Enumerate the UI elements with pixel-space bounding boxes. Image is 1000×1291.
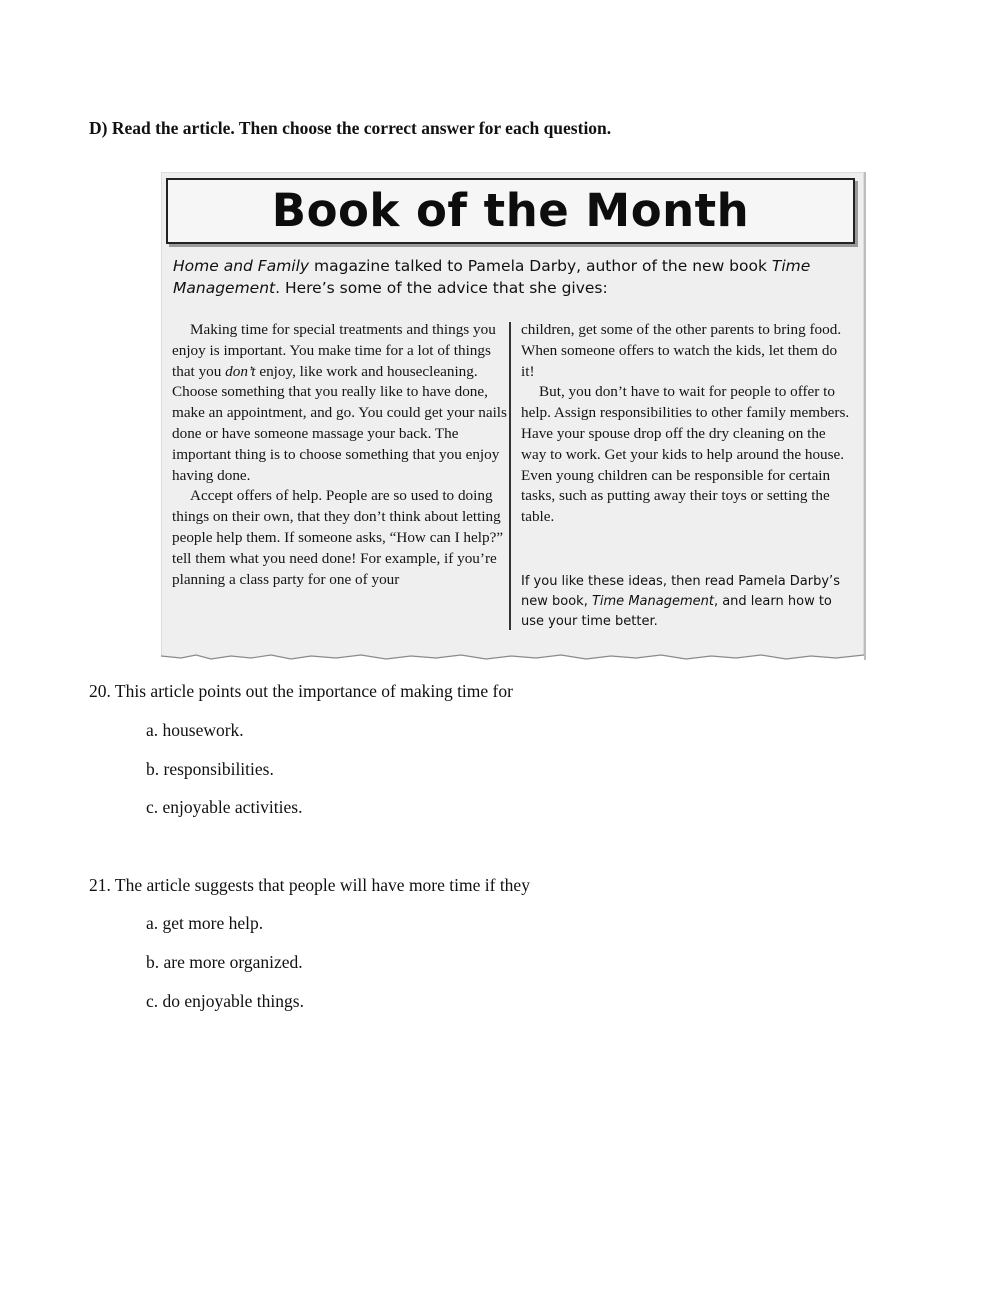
left-p1-emphasis: don’t bbox=[225, 362, 256, 380]
article-clipping bbox=[161, 172, 866, 660]
left-paragraph-1 bbox=[172, 320, 507, 486]
instruction-heading: D) Read the article. Then choose the correct answer for each question. bbox=[89, 118, 612, 138]
left-paragraph-2: Accept offers of help. People are so used to doing things on their own, that they don’t think about letting people help them. If someone asks, “How can I help?” tell them what you need done! For example, if you’re planning a class party for one of your bbox=[172, 487, 504, 588]
right-paragraph-2: But, you don’t have to wait for people to offer to help. Assign responsibilities to other family members. Have your spouse drop off the dry cleaning on the way to work. Get your kids to help around the house. Even young children can be responsible for certain tasks, such as putting away their toys or setting the table. bbox=[521, 383, 850, 526]
closing-text-1: If you like these ideas, then read Pamela Darby’s new book, bbox=[521, 574, 840, 609]
question-21: 21. The article suggests that people will have more time if they bbox=[89, 875, 530, 895]
column-divider bbox=[509, 322, 511, 630]
closing-text-2: , and learn how to use your time better. bbox=[521, 594, 832, 629]
question-20-option-a[interactable]: a. housework. bbox=[146, 720, 244, 740]
intro-text-1: magazine talked to Pamela Darby, author of the new book bbox=[309, 257, 772, 275]
right-paragraph-1: children, get some of the other parents to bring food. When someone offers to watch the kids, let them do it! bbox=[521, 321, 842, 380]
book-name: Time Management bbox=[173, 257, 811, 297]
question-20-option-c[interactable]: c. enjoyable activities. bbox=[146, 797, 303, 817]
article-title-box bbox=[166, 178, 855, 244]
article-closing bbox=[521, 572, 851, 632]
torn-edge bbox=[161, 650, 864, 664]
question-21-option-c[interactable]: c. do enjoyable things. bbox=[146, 991, 304, 1011]
question-21-option-a[interactable]: a. get more help. bbox=[146, 913, 264, 933]
article-title: Book of the Month bbox=[271, 184, 750, 237]
question-20-option-b[interactable]: b. responsibilities. bbox=[146, 759, 274, 779]
article-intro bbox=[173, 255, 843, 299]
question-20: 20. This article points out the importance of making time for bbox=[89, 681, 513, 701]
closing-book-name: Time Management bbox=[591, 594, 714, 609]
intro-text-2: . Here’s some of the advice that she gives: bbox=[275, 279, 608, 297]
magazine-name: Home and Family bbox=[173, 257, 310, 275]
left-p1-part1: Making time for special treatments and things you enjoy is important. You make time for a lot of things that you bbox=[172, 321, 496, 380]
question-21-option-b[interactable]: b. are more organized. bbox=[146, 952, 303, 972]
article-right-column bbox=[521, 320, 851, 528]
left-p1-part2: enjoy, like work and housecleaning. Choose something that you really like to have done, make an appointment, and go. You could get your nails done or have someone massage your back. The important thing is to choose something that you enjoy having done. bbox=[172, 362, 507, 484]
article-left-column bbox=[172, 320, 507, 590]
